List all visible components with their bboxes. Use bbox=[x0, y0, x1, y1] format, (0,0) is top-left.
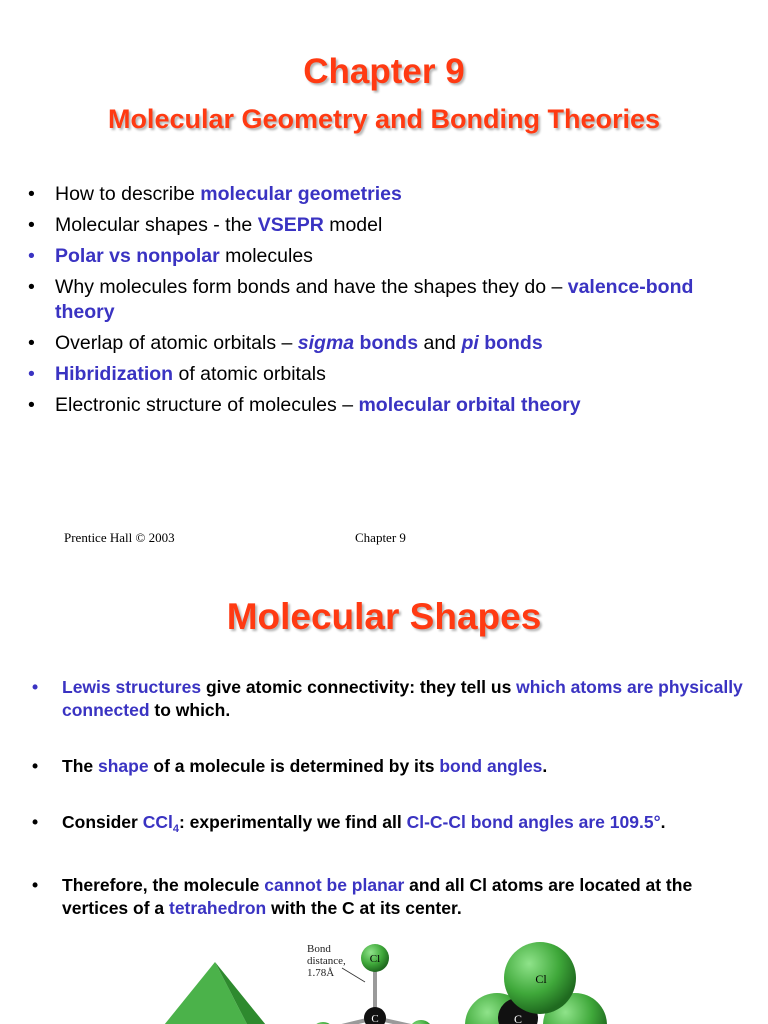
tetrahedron-shape bbox=[160, 962, 270, 1024]
list-item: • Polar vs nonpolar molecules bbox=[28, 245, 313, 267]
svg-text:Cl: Cl bbox=[369, 953, 381, 965]
list-item: • Therefore, the molecule cannot be planar and all Cl atoms are located at the vertices of a tetrahedron with the C at its center. bbox=[32, 875, 693, 918]
topic-list bbox=[28, 182, 735, 424]
list-item: • Consider CCl$_4$: experimentally we find all Cl-C-Cl bond angles are 109.5°. bbox=[32, 812, 666, 835]
bond-label: distance, bbox=[307, 955, 346, 967]
bullet-icon: • bbox=[32, 875, 39, 895]
bullet-icon: • bbox=[32, 677, 39, 697]
list-item: • The shape of a molecule is determined by its bond angles. bbox=[32, 756, 548, 776]
list-item: • Molecular shapes - the VSEPR model bbox=[28, 214, 383, 236]
list-item: • Overlap of atomic orbitals – sigma bonds and pi bonds bbox=[28, 332, 543, 354]
list-item: • How to describe molecular geometries bbox=[28, 183, 402, 205]
list-item: • Lewis structures give atomic connectivity: they tell us which atoms are physically connected to which. bbox=[32, 677, 743, 720]
slide-molecular-shapes bbox=[0, 560, 768, 1024]
bullet-icon: • bbox=[28, 332, 35, 354]
shapes-list bbox=[32, 676, 762, 920]
space-filling-model bbox=[465, 942, 607, 1024]
list-item: • Why molecules form bonds and have the shapes they do – valence-bond theory bbox=[28, 276, 694, 323]
chlorine-atom-icon bbox=[409, 1020, 433, 1024]
bullet-icon: • bbox=[28, 276, 35, 298]
svg-text:Cl: Cl bbox=[535, 972, 547, 986]
bullet-icon: • bbox=[32, 812, 39, 832]
footer-chapter: Chapter 9 bbox=[355, 530, 406, 545]
footer-copyright: Prentice Hall © 2003 bbox=[64, 530, 175, 545]
list-item: • Hibridization of atomic orbitals bbox=[28, 363, 326, 385]
list-item: • Electronic structure of molecules – molecular orbital theory bbox=[28, 394, 581, 416]
bond-label: 1.78Å bbox=[307, 967, 335, 979]
bond-label: Bond bbox=[307, 943, 331, 955]
bullet-icon: • bbox=[28, 394, 35, 416]
slide-title: Chapter 9 bbox=[303, 52, 465, 91]
slide-title: Molecular Shapes bbox=[226, 596, 542, 637]
ball-and-stick-model bbox=[307, 943, 433, 1024]
bullet-icon: • bbox=[28, 214, 35, 236]
ccl4-figure bbox=[0, 930, 768, 1024]
svg-text:C: C bbox=[513, 1012, 523, 1024]
bullet-icon: • bbox=[28, 245, 35, 267]
bullet-icon: • bbox=[28, 363, 35, 385]
svg-text:C: C bbox=[371, 1013, 379, 1024]
bullet-icon: • bbox=[32, 756, 39, 776]
slide-subtitle: Molecular Geometry and Bonding Theories bbox=[107, 104, 661, 134]
bullet-icon: • bbox=[28, 183, 35, 205]
